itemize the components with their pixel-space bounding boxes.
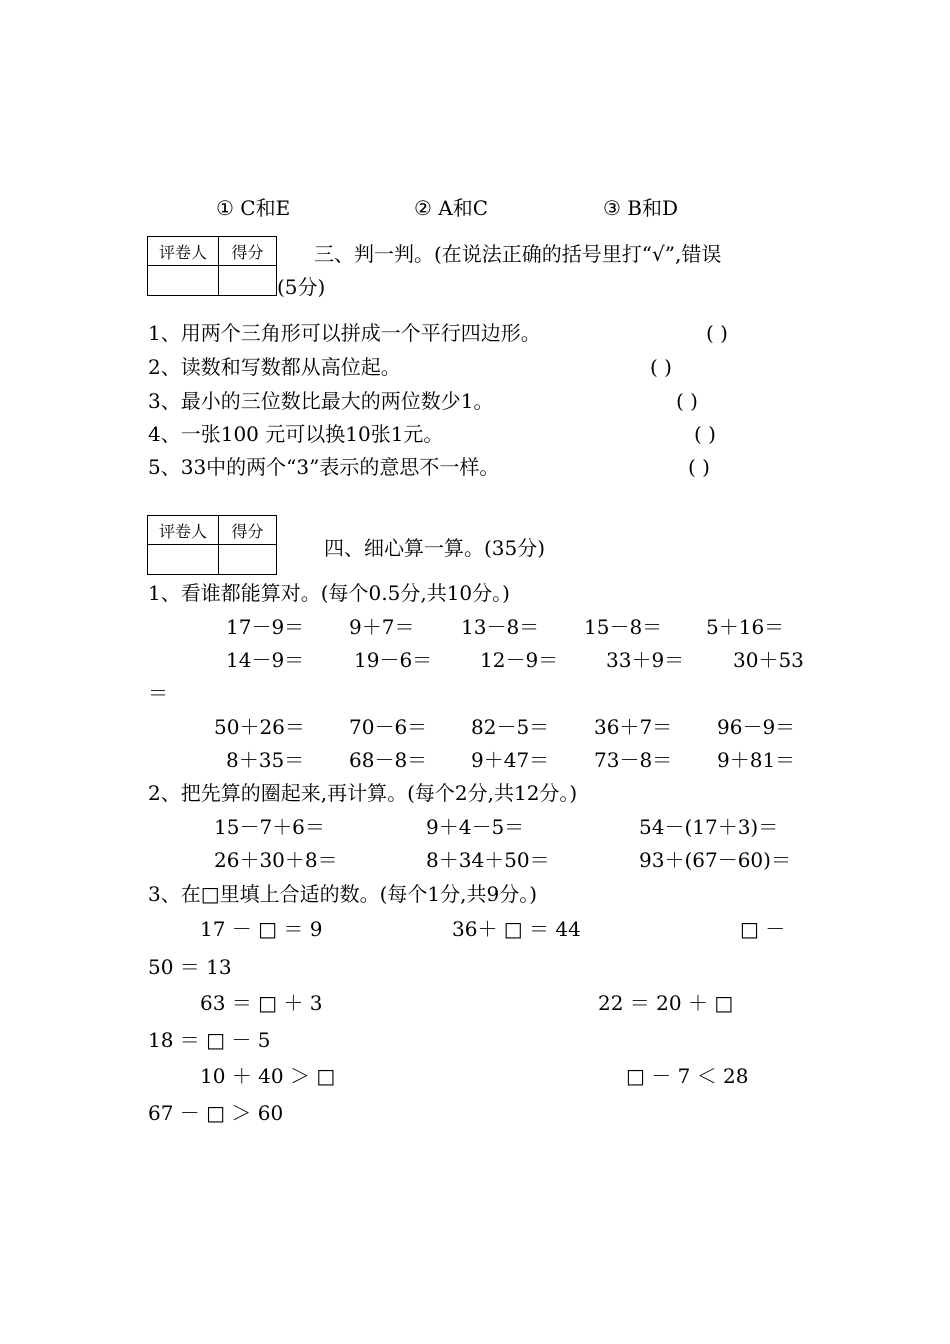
calc2-r2-2: 8＋34＋50＝: [426, 848, 550, 872]
calc2-r1-1: 15－7＋6＝: [214, 815, 325, 839]
calc-r2-3: 12－9＝: [480, 648, 559, 672]
fill-6: 18 ＝ □ － 5: [148, 1028, 271, 1052]
judge-paren-4[interactable]: ( ): [694, 422, 716, 446]
fill-2: 36＋ □ ＝ 44: [452, 917, 581, 941]
calc-r2-wrap: ＝: [148, 681, 168, 705]
score-cell[interactable]: [219, 545, 277, 575]
q1-heading: 1、看谁都能算对。(每个0.5分,共10分。): [148, 581, 510, 605]
calc-r1-3: 13－8＝: [461, 615, 540, 639]
calc2-r1-2: 9＋4－5＝: [426, 815, 525, 839]
calc-r3-1: 50＋26＝: [214, 715, 305, 739]
judge-paren-3[interactable]: ( ): [676, 389, 698, 413]
fill-5: 22 ＝ 20 ＋ □: [598, 991, 734, 1015]
fill-3a: □ －: [740, 917, 786, 941]
calc-r2-4: 33＋9＝: [606, 648, 685, 672]
section4-title: 四、细心算一算。(35分): [324, 536, 546, 560]
calc-r3-5: 96－9＝: [717, 715, 796, 739]
calc-r4-1: 8＋35＝: [226, 748, 305, 772]
calc2-r2-3: 93＋(67－60)＝: [639, 848, 791, 872]
section3-points: (5分): [277, 275, 326, 299]
reviewer-cell[interactable]: [148, 545, 219, 575]
fill-7: 10 ＋ 40 ＞ □: [200, 1064, 336, 1088]
calc2-r1-3: 54－(17＋3)＝: [639, 815, 779, 839]
judge-item-5: 5、33中的两个“3”表示的意思不一样。: [148, 455, 500, 479]
grade-box-section4: [147, 515, 277, 575]
calc-r2-1: 14－9＝: [226, 648, 305, 672]
calc-r1-2: 9＋7＝: [349, 615, 415, 639]
reviewer-label: 评卷人: [148, 237, 219, 266]
judge-paren-1[interactable]: ( ): [706, 321, 728, 345]
score-cell[interactable]: [219, 266, 277, 296]
fill-1: 17 － □ ＝ 9: [200, 917, 323, 941]
calc-r3-4: 36＋7＝: [594, 715, 673, 739]
grade-box-section3: [147, 236, 277, 296]
option-1: ① C和E: [216, 196, 291, 220]
fill-9: 67 － □ ＞ 60: [148, 1101, 284, 1125]
fill-4: 63 ＝ □ ＋ 3: [200, 991, 323, 1015]
calc-r4-3: 9＋47＝: [471, 748, 550, 772]
judge-item-2: 2、读数和写数都从高位起。: [148, 355, 401, 379]
calc-r4-2: 68－8＝: [349, 748, 428, 772]
judge-paren-5[interactable]: ( ): [688, 455, 710, 479]
reviewer-cell[interactable]: [148, 266, 219, 296]
fill-3b: 50 ＝ 13: [148, 955, 232, 979]
option-2: ② A和C: [414, 196, 489, 220]
calc-r2-5: 30＋53: [733, 648, 804, 672]
judge-item-4: 4、一张100 元可以换10张1元。: [148, 422, 444, 446]
calc-r4-4: 73－8＝: [594, 748, 673, 772]
calc-r1-5: 5＋16＝: [706, 615, 785, 639]
q2-heading: 2、把先算的圈起来,再计算。(每个2分,共12分。): [148, 781, 578, 805]
score-label: 得分: [219, 237, 277, 266]
score-label: 得分: [219, 516, 277, 545]
judge-paren-2[interactable]: ( ): [650, 355, 672, 379]
q3-heading: 3、在□里填上合适的数。(每个1分,共9分。): [148, 882, 538, 906]
calc-r3-3: 82－5＝: [471, 715, 550, 739]
calc-r3-2: 70－6＝: [349, 715, 428, 739]
judge-item-3: 3、最小的三位数比最大的两位数少1。: [148, 389, 494, 413]
calc-r2-2: 19－6＝: [354, 648, 433, 672]
calc-r4-5: 9＋81＝: [717, 748, 796, 772]
section3-title: 三、判一判。(在说法正确的括号里打“√”,错误: [314, 242, 722, 266]
reviewer-label: 评卷人: [148, 516, 219, 545]
calc-r1-4: 15－8＝: [584, 615, 663, 639]
calc-r1-1: 17－9＝: [226, 615, 305, 639]
option-3: ③ B和D: [603, 196, 679, 220]
calc2-r2-1: 26＋30＋8＝: [214, 848, 338, 872]
judge-item-1: 1、用两个三角形可以拼成一个平行四边形。: [148, 321, 541, 345]
fill-8: □ － 7 ＜ 28: [626, 1064, 749, 1088]
